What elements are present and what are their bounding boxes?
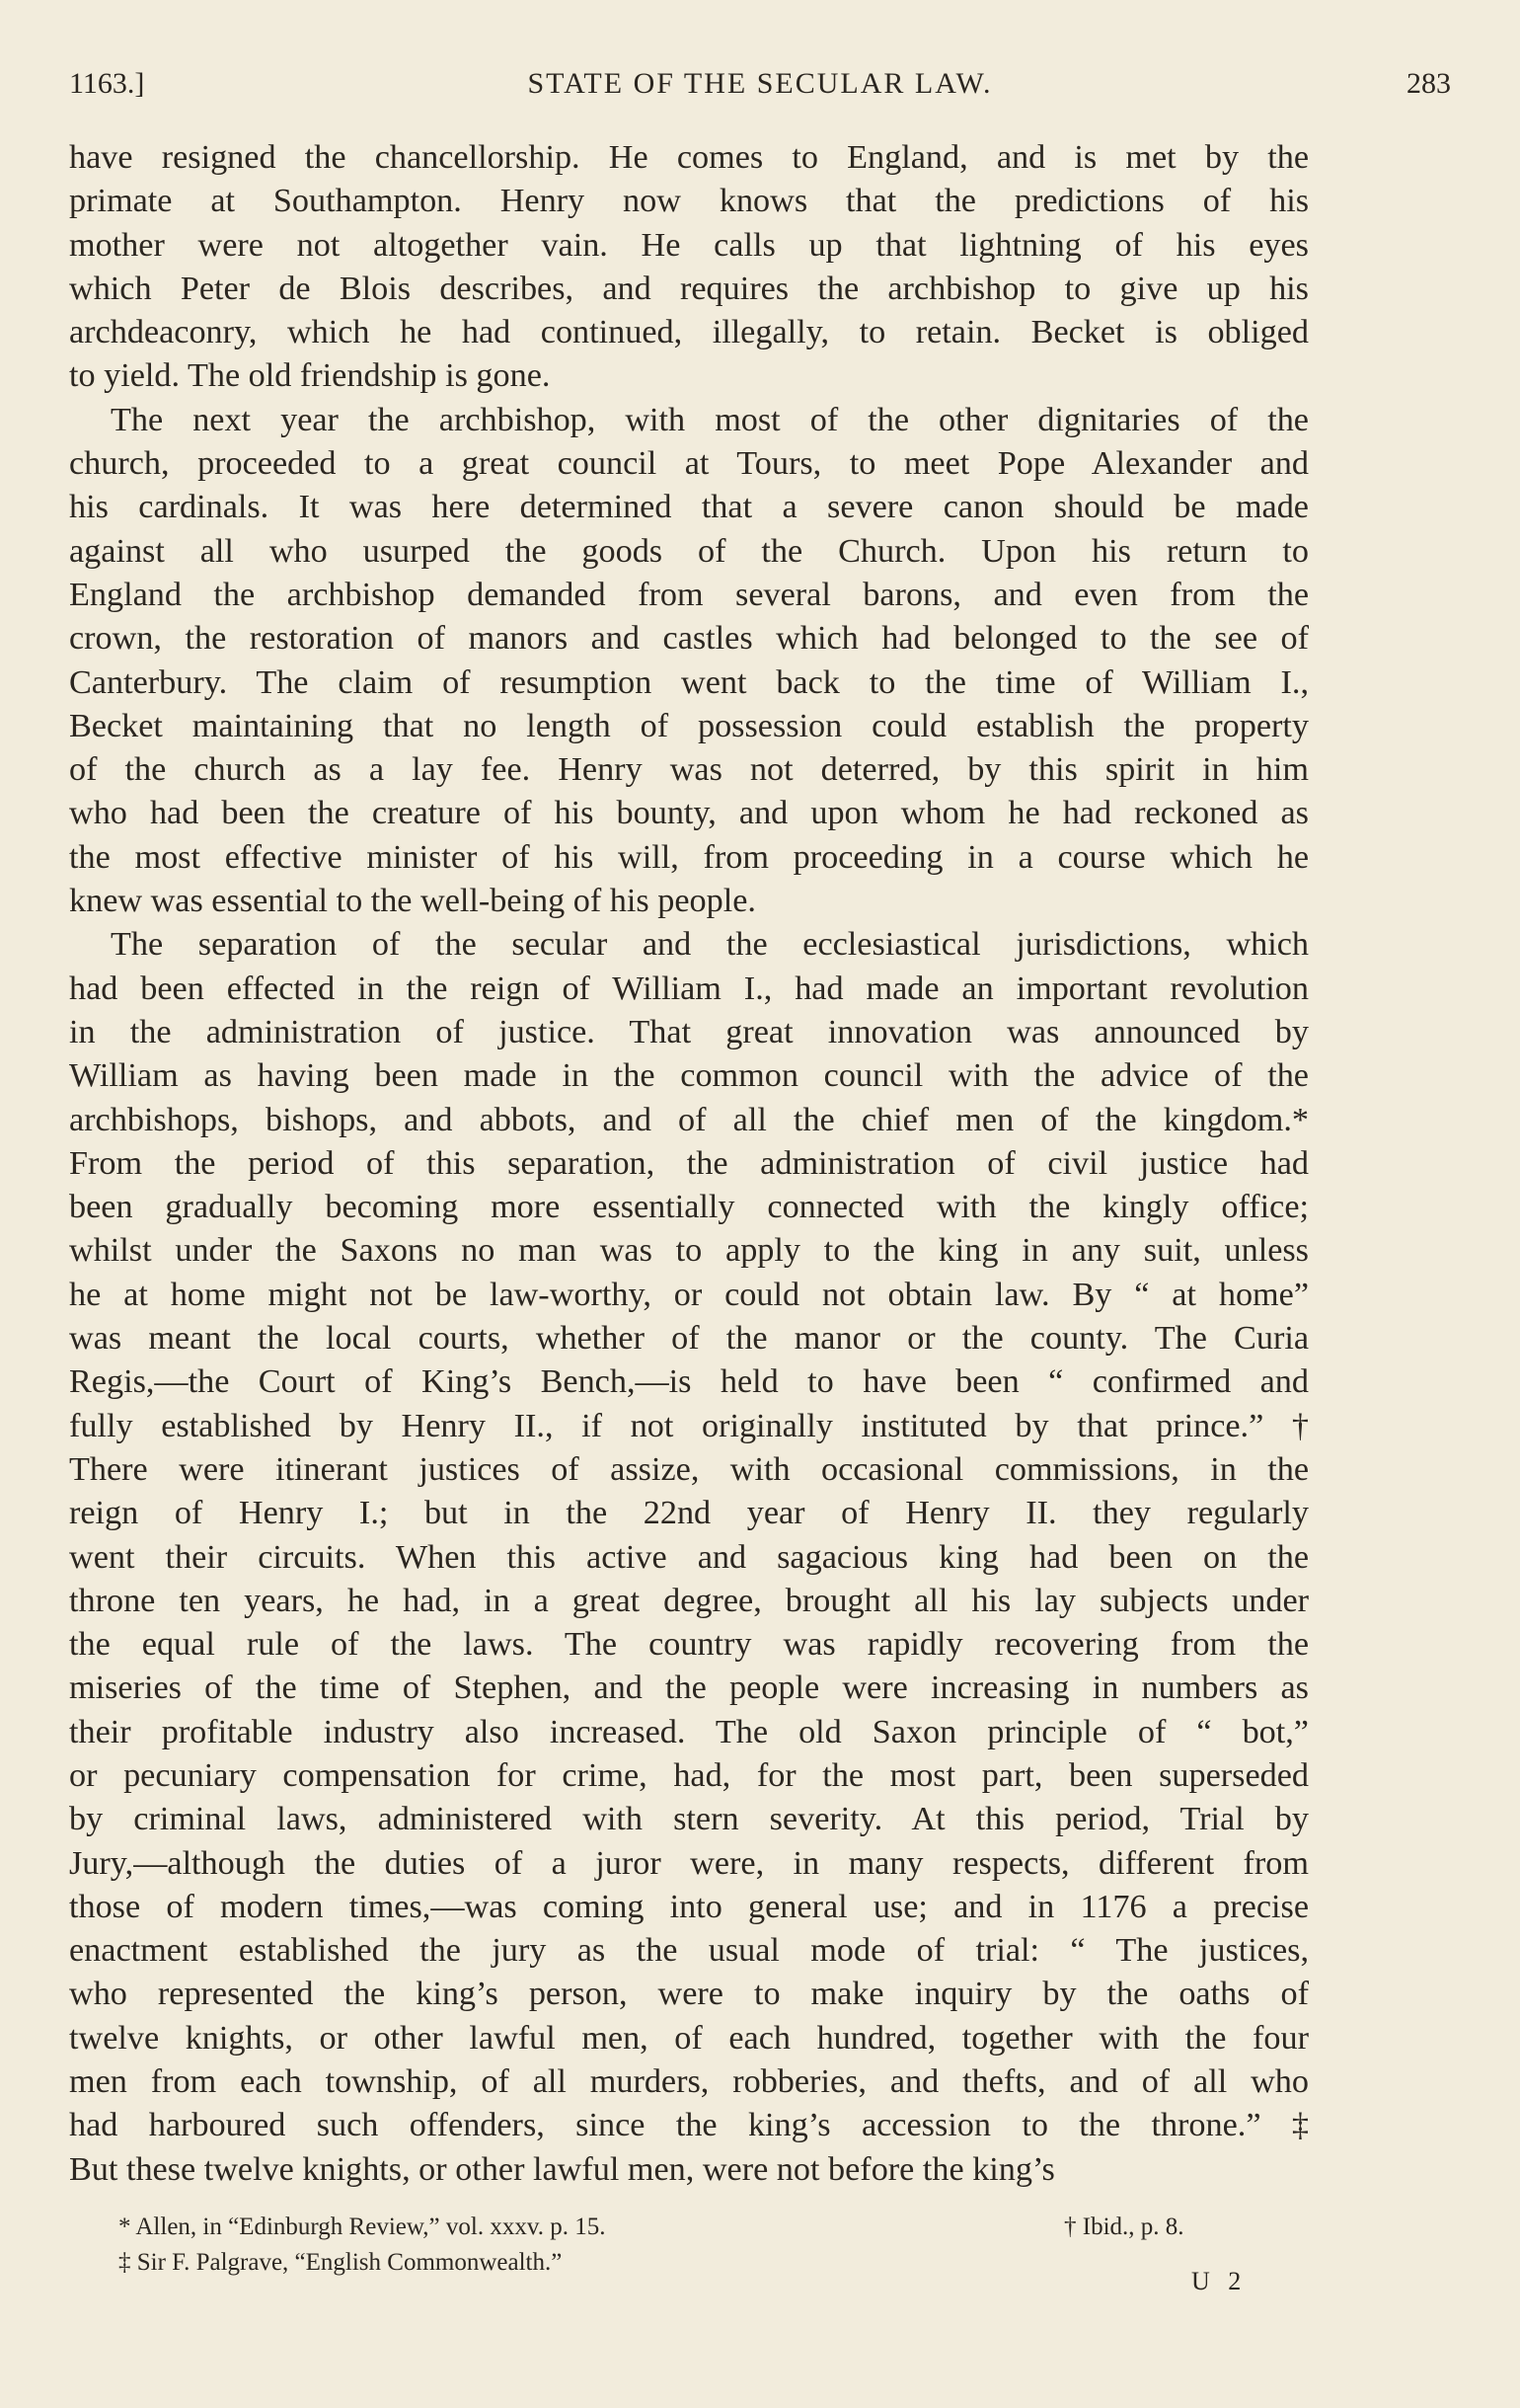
text-line: There were itinerant justices of assize, with occasional commissions, in the <box>69 1450 1309 1488</box>
text-line: or pecuniary compensation for crime, had, for the most part, been superseded <box>69 1756 1309 1794</box>
text-line: whilst under the Saxons no man was to apply to the king in any suit, unless <box>69 1232 1309 1270</box>
text-line: archbishops, bishops, and abbots, and of all the chief men of the kingdom.* <box>69 1101 1309 1138</box>
text-line: had harboured such offenders, since the king’s accession to the throne.” ‡ <box>69 2107 1309 2144</box>
paragraph <box>69 136 1309 399</box>
text-line: those of modern times,—was coming into general use; and in 1176 a precise <box>69 1888 1309 1925</box>
text-line: Canterbury. The claim of resumption went back to the time of William I., <box>69 663 1309 701</box>
text-line: of the church as a lay fee. Henry was not deterred, by this spirit in him <box>69 751 1309 789</box>
text-line: church, proceeded to a great council at Tours, to meet Pope Alexander and <box>69 445 1309 483</box>
text-line: the equal rule of the laws. The country was rapidly recovering from the <box>69 1626 1309 1664</box>
text-line: have resigned the chancellorship. He comes to England, and is met by the <box>69 139 1309 176</box>
text-line: Jury,—although the duties of a juror were, in many respects, different from <box>69 1844 1309 1882</box>
text-line: his cardinals. It was here determined that a severe canon should be made <box>69 489 1309 526</box>
text-line: which Peter de Blois describes, and requires the archbishop to give up his <box>69 270 1309 307</box>
footnote-row <box>118 2210 1263 2245</box>
text-line: to yield. The old friendship is gone. <box>69 357 551 395</box>
text-line: fully established by Henry II., if not originally instituted by that prince.” † <box>69 1407 1309 1444</box>
text-line: who had been the creature of his bounty, and upon whom he had reckoned as <box>69 795 1309 832</box>
footnotes <box>118 2210 1263 2281</box>
text-line: William as having been made in the common council with the advice of the <box>69 1057 1309 1095</box>
text-line: mother were not altogether vain. He calls up that lightning of his eyes <box>69 226 1309 264</box>
running-header <box>69 67 1451 117</box>
header-title: STATE OF THE SECULAR LAW. <box>527 67 993 100</box>
text-line: England the archbishop demanded from several barons, and even from the <box>69 576 1309 613</box>
text-line: against all who usurped the goods of the Church. Upon his return to <box>69 532 1309 570</box>
text-line: been gradually becoming more essentially connected with the kingly office; <box>69 1189 1309 1226</box>
text-line: went their circuits. When this active and sagacious king had been on the <box>69 1538 1309 1576</box>
paragraph <box>69 923 1309 2192</box>
text-line: had been effected in the reign of William I., had made an important revolution <box>69 970 1309 1007</box>
text-line: the most effective minister of his will, from proceeding in a course which he <box>69 838 1309 876</box>
text-line: miseries of the time of Stephen, and the people were increasing in numbers as <box>69 1670 1309 1707</box>
text-line: archdeaconry, which he had continued, illegally, to retain. Becket is obliged <box>69 314 1309 351</box>
footnote-dagger: † Ibid., p. 8. <box>1064 2214 1184 2240</box>
text-line: The separation of the secular and the ecclesiastical jurisdictions, which <box>111 926 1309 964</box>
footnote-star: * Allen, in “Edinburgh Review,” vol. xxxv. p. 15. <box>118 2214 606 2240</box>
text-line: But these twelve knights, or other lawful men, were not before the king’s <box>69 2150 1055 2188</box>
text-line: was meant the local courts, whether of the manor or the county. The Curia <box>69 1320 1309 1358</box>
text-line: The next year the archbishop, with most of the other dignitaries of the <box>111 401 1309 438</box>
text-line: reign of Henry I.; but in the 22nd year of Henry II. they regularly <box>69 1495 1309 1532</box>
text-line: he at home might not be law-worthy, or could not obtain law. By “ at home” <box>69 1276 1309 1313</box>
text-line: by criminal laws, administered with stern severity. At this period, Trial by <box>69 1801 1309 1838</box>
footnote-row <box>118 2245 1263 2281</box>
text-line: who represented the king’s person, were to make inquiry by the oaths of <box>69 1976 1309 2013</box>
text-line: in the administration of justice. That great innovation was announced by <box>69 1013 1309 1050</box>
text-line: Becket maintaining that no length of possession could establish the property <box>69 707 1309 744</box>
paragraph <box>69 399 1309 924</box>
text-line: enactment established the jury as the usual mode of trial: “ The justices, <box>69 1932 1309 1970</box>
text-line: From the period of this separation, the administration of civil justice had <box>69 1144 1309 1182</box>
text-line: twelve knights, or other lawful men, of each hundred, together with the four <box>69 2019 1309 2057</box>
footnote-double-dagger: ‡ Sir F. Palgrave, “English Commonwealth.” <box>118 2249 563 2276</box>
body-text <box>69 136 1309 2192</box>
text-line: knew was essential to the well-being of his people. <box>69 883 756 920</box>
text-line: their profitable industry also increased. The old Saxon principle of “ bot,” <box>69 1713 1309 1750</box>
text-line: men from each township, of all murders, robberies, and thefts, and of all who <box>69 2063 1309 2101</box>
text-line: throne ten years, he had, in a great degree, brought all his lay subjects under <box>69 1582 1309 1619</box>
page-number: 283 <box>1406 67 1451 100</box>
header-year: 1163.] <box>69 67 145 100</box>
signature-mark: U 2 <box>1191 2267 1248 2295</box>
text-line: crown, the restoration of manors and castles which had belonged to the see of <box>69 620 1309 658</box>
text-line: primate at Southampton. Henry now knows that the predictions of his <box>69 183 1309 220</box>
text-line: Regis,—the Court of King’s Bench,—is held to have been “ confirmed and <box>69 1363 1309 1401</box>
